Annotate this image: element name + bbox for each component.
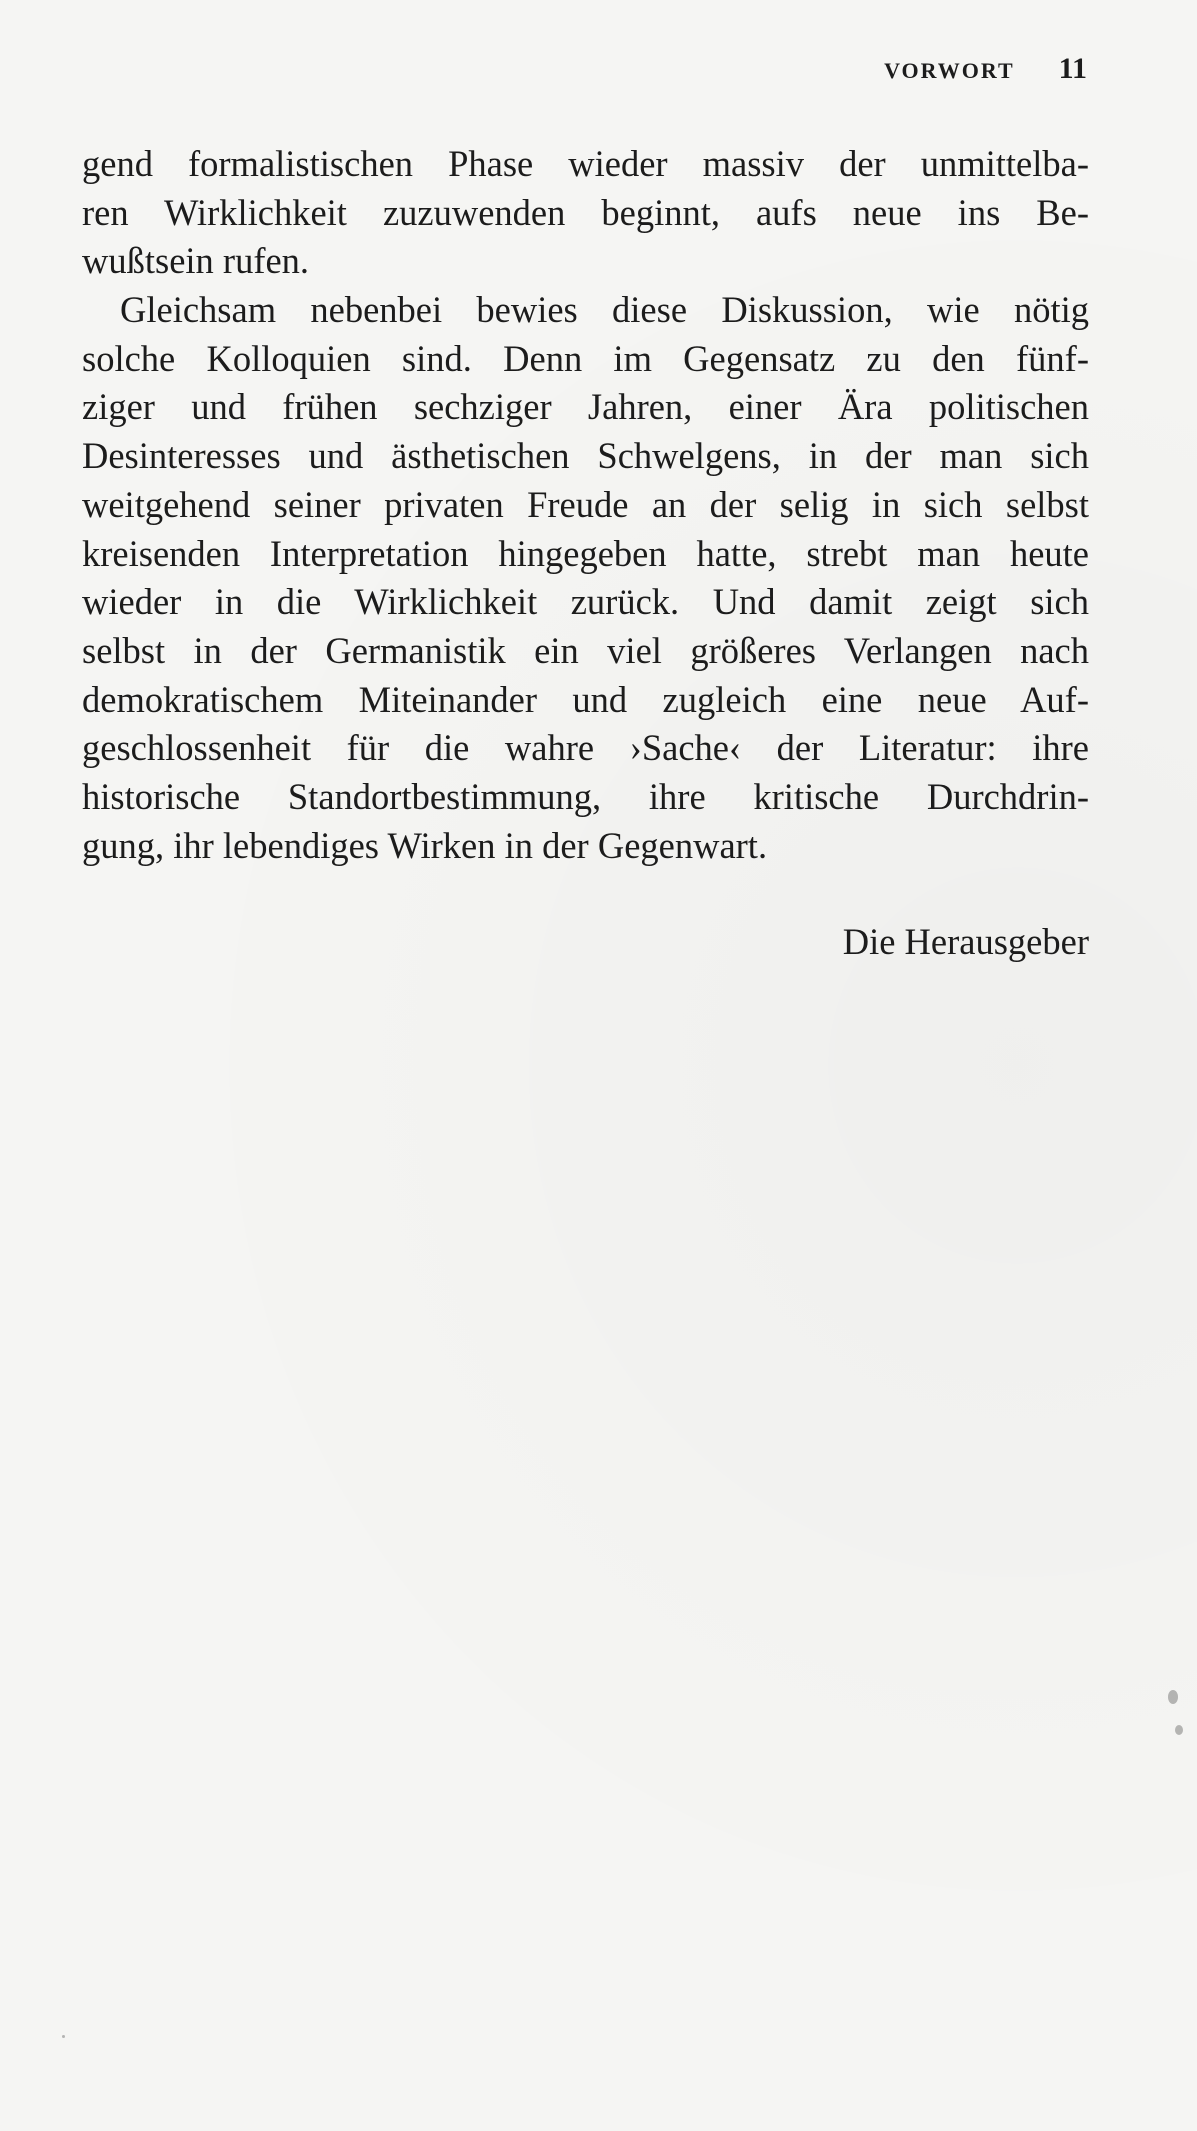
text-line: solche Kolloquien sind. Denn im Gegensatz zu den fünf- <box>82 337 1089 379</box>
text-line: historische Standortbestimmung, ihre kritische Durchdrin- <box>82 775 1089 817</box>
text-line: Gleichsam nebenbei bewies diese Diskussion, wie nötig <box>120 289 1089 331</box>
text-line: geschlossenheit für die wahre ›Sache‹ der Literatur: ihre <box>82 727 1089 769</box>
text-line: gend formalistischen Phase wieder massiv der unmittelba- <box>82 143 1089 184</box>
paragraph <box>82 140 1089 286</box>
text-line: demokratischem Miteinander und zugleich eine neue Auf- <box>82 678 1089 720</box>
text-line: Desinteresses und ästhetischen Schwelgens, in der man sich <box>82 435 1089 477</box>
body-text <box>82 140 1089 870</box>
text-line: ren Wirklichkeit zuzuwenden beginnt, aufs neue ins Be- <box>82 191 1089 233</box>
text-line: kreisenden Interpretation hingegeben hatte, strebt man heute <box>82 532 1089 574</box>
paper-speck <box>1168 1690 1178 1704</box>
text-line: wieder in die Wirklichkeit zurück. Und damit zeigt sich <box>82 581 1089 623</box>
text-line: wußtsein rufen. <box>82 240 310 282</box>
text-line: weitgehend seiner privaten Freude an der selig in sich selbst <box>82 483 1089 525</box>
paper-speck <box>1175 1725 1183 1735</box>
text-line: selbst in der Germanistik ein viel größeres Verlangen nach <box>82 629 1089 671</box>
paragraph <box>82 286 1089 870</box>
running-head <box>884 52 1087 86</box>
chapter-title: VORWORT <box>884 58 1015 83</box>
signature: Die Herausgeber <box>842 921 1089 962</box>
page-number: 11 <box>1058 52 1087 85</box>
text-line: ziger und frühen sechziger Jahren, einer Ära politischen <box>82 386 1089 428</box>
paper-speck <box>62 2035 65 2038</box>
text-line: gung, ihr lebendiges Wirken in der Gegenwart. <box>82 824 768 866</box>
